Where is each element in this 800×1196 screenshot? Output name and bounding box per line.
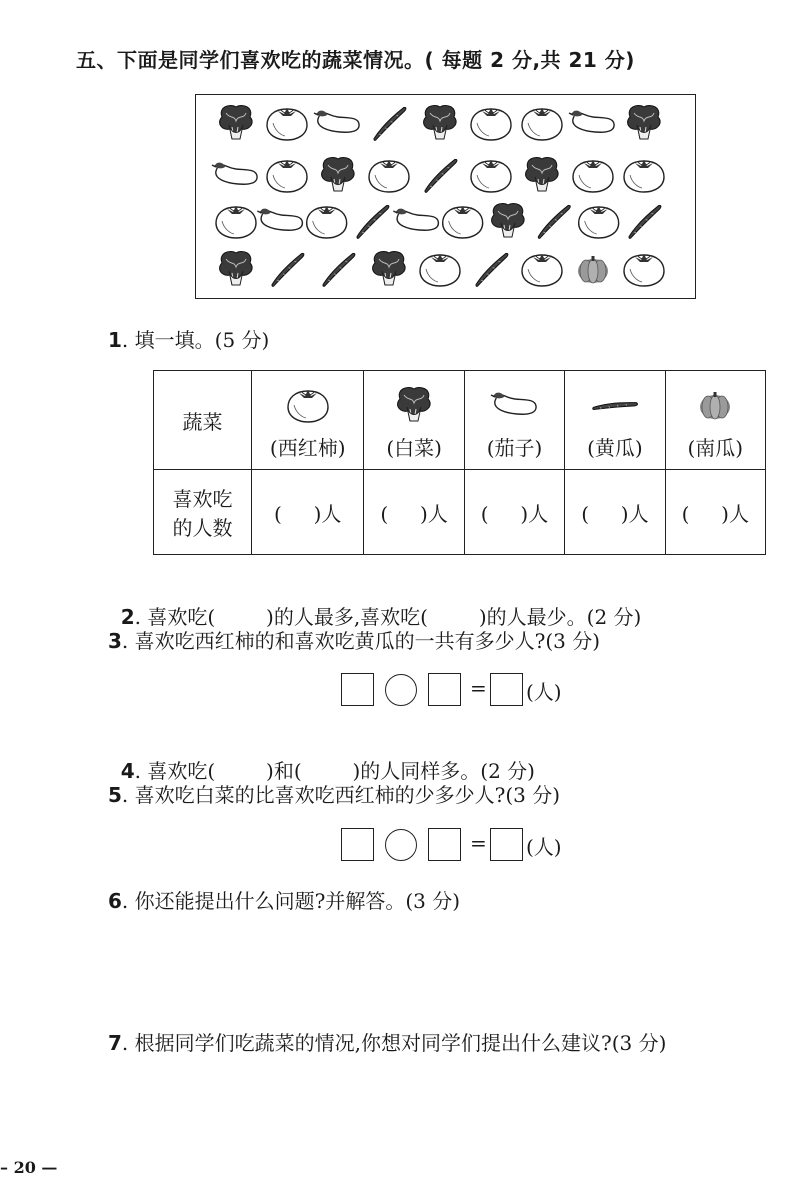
question-1-text: . 填一填。(5 分)	[121, 328, 270, 352]
tomato-icon	[522, 254, 562, 286]
cabbage-icon	[373, 251, 406, 285]
tomato-icon	[267, 108, 307, 140]
vegetable-grid-canvas	[196, 95, 697, 300]
count-table	[153, 370, 766, 555]
tomato-icon	[522, 108, 562, 140]
equals-sign: =	[470, 676, 487, 700]
tomato-icon	[369, 160, 409, 192]
answer-box[interactable]	[490, 673, 523, 706]
question-5-number: 5	[108, 783, 122, 807]
tomato-icon	[285, 384, 331, 428]
cucumber-icon	[374, 101, 407, 147]
cucumber-icon	[272, 247, 305, 293]
tomato-icon	[624, 254, 664, 286]
tomato-icon	[216, 206, 256, 238]
eggplant-icon	[569, 111, 614, 133]
cabbage-icon	[391, 384, 437, 428]
operator-circle[interactable]	[385, 674, 417, 706]
table-col-tomato	[252, 371, 364, 470]
answer-blank-cucumber[interactable]: ( )人	[565, 470, 665, 555]
cabbage-icon	[424, 105, 457, 139]
cabbage-icon	[628, 105, 661, 139]
table-header-count: 喜欢吃 的人数	[154, 470, 252, 555]
table-col-pumpkin	[665, 371, 765, 470]
question-5	[108, 779, 560, 808]
answer-box[interactable]	[428, 673, 461, 706]
cabbage-icon	[322, 157, 355, 191]
question-3	[108, 625, 600, 654]
table-col-label: (茄子)	[486, 435, 543, 460]
question-6	[108, 885, 460, 914]
tomato-icon	[579, 206, 619, 238]
question-5-text: . 喜欢吃白菜的比喜欢吃西红柿的少多少人?(3 分)	[121, 783, 561, 807]
question-3-text: . 喜欢吃西红柿的和喜欢吃黄瓜的一共有多少人?(3 分)	[121, 629, 601, 653]
eggplant-icon	[490, 384, 540, 428]
question-1-number: 1	[108, 328, 122, 352]
tomato-icon	[624, 160, 664, 192]
tomato-icon	[573, 160, 613, 192]
table-header-vegetable: 蔬菜	[154, 371, 252, 470]
cabbage-icon	[220, 105, 253, 139]
question-2	[108, 577, 641, 630]
tomato-icon	[471, 108, 511, 140]
question-6-text: . 你还能提出什么问题?并解答。(3 分)	[121, 889, 461, 913]
answer-blank-cabbage[interactable]: ( )人	[364, 470, 464, 555]
question-3-number: 3	[108, 629, 122, 653]
unit-label: (人)	[526, 680, 562, 704]
table-col-label: (黄瓜)	[587, 435, 643, 460]
table-col-cucumber	[565, 371, 665, 470]
eggplant-icon	[314, 111, 359, 133]
answer-box[interactable]	[341, 673, 374, 706]
vegetable-picture-grid	[195, 94, 696, 299]
cabbage-icon	[492, 203, 525, 237]
question-7-number: 7	[108, 1031, 122, 1055]
eggplant-icon	[393, 209, 438, 231]
tomato-icon	[420, 254, 460, 286]
question-1	[108, 324, 269, 353]
cucumber-icon	[476, 247, 509, 293]
equals-sign: =	[470, 831, 487, 855]
cabbage-icon	[220, 251, 253, 285]
answer-box[interactable]	[490, 828, 523, 861]
answer-box[interactable]	[428, 828, 461, 861]
question-4	[108, 731, 535, 784]
pumpkin-icon	[578, 256, 608, 283]
question-4-number: 4	[120, 759, 135, 783]
cabbage-icon	[526, 157, 559, 191]
question-6-number: 6	[108, 889, 122, 913]
page-number: – 20 —	[0, 1158, 58, 1177]
section-title: 五、下面是同学们喜欢吃的蔬菜情况。( 每题 2 分,共 21 分)	[76, 48, 635, 72]
eggplant-icon	[257, 209, 302, 231]
unit-label: (人)	[526, 835, 562, 859]
operator-circle[interactable]	[385, 829, 417, 861]
table-col-label: (白菜)	[386, 435, 442, 460]
cucumber-icon	[585, 384, 645, 428]
eggplant-icon	[212, 163, 257, 185]
cucumber-icon	[357, 199, 390, 245]
cucumber-icon	[323, 247, 356, 293]
table-col-cabbage	[364, 371, 464, 470]
question-2-number: 2	[120, 605, 135, 629]
table-col-eggplant	[464, 371, 564, 470]
cucumber-icon	[425, 153, 458, 199]
answer-blank-eggplant[interactable]: ( )人	[464, 470, 564, 555]
question-7-text: . 根据同学们吃蔬菜的情况,你想对同学们提出什么建议?(3 分)	[121, 1031, 667, 1055]
tomato-icon	[307, 206, 347, 238]
table-col-label: (西红柿)	[269, 435, 346, 460]
cucumber-icon	[629, 199, 662, 245]
question-2-text[interactable]: . 喜欢吃( )的人最多,喜欢吃( )的人最少。(2 分)	[134, 605, 642, 629]
question-7	[108, 1027, 666, 1056]
question-4-text[interactable]: . 喜欢吃( )和( )的人同样多。(2 分)	[134, 759, 535, 783]
pumpkin-icon	[692, 384, 738, 428]
tomato-icon	[267, 160, 307, 192]
answer-box[interactable]	[341, 828, 374, 861]
tomato-icon	[443, 206, 483, 238]
answer-blank-pumpkin[interactable]: ( )人	[665, 470, 765, 555]
answer-blank-tomato[interactable]: ( )人	[252, 470, 364, 555]
tomato-icon	[471, 160, 511, 192]
table-col-label: (南瓜)	[687, 435, 744, 460]
cucumber-icon	[538, 199, 571, 245]
